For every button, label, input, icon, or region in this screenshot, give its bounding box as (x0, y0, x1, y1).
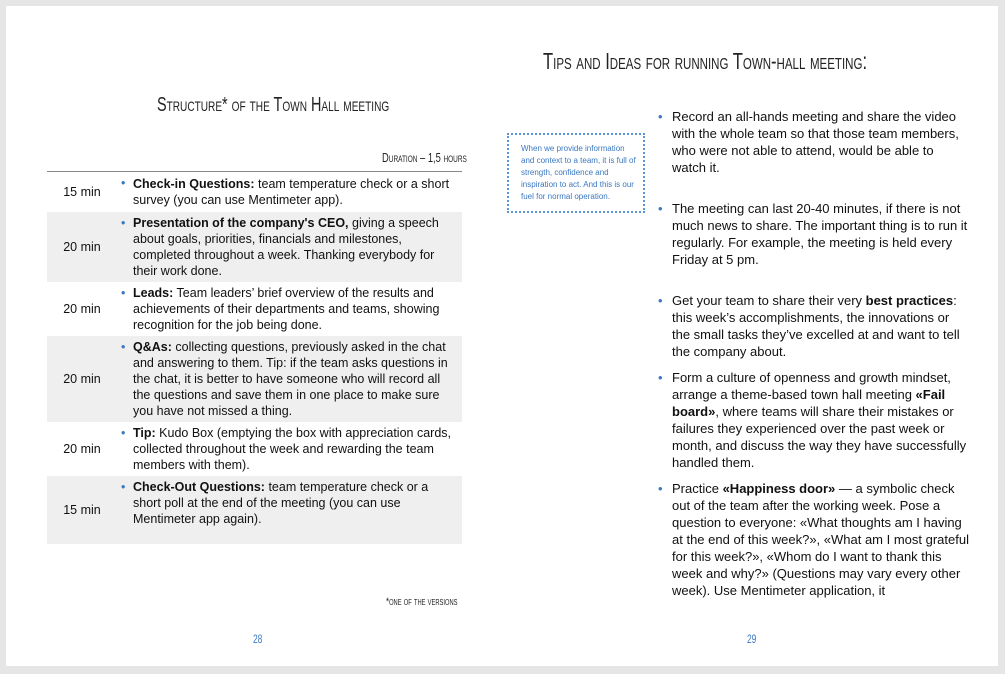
duration-label: Duration – 1,5 hours (382, 150, 467, 165)
list-item: • Form a culture of openness and growth mindset, arrange a theme-based town hall meeting «Fail board», where teams will share their mistakes or failures they experienced over the past week or month, and discuss the way they have successfully handled them. (660, 369, 970, 471)
list-item: • The meeting can last 20-40 minutes, if there is not much news to share. The important thing is to run it regularly. For example, the meeting is held every Friday at 5 pm. (660, 200, 970, 268)
row-description: • Leads: Team leaders’ brief overview of the results and achievements of their departments and teams, showing recognition for the job being done. (117, 282, 462, 336)
footnote: *one of the versions (386, 596, 458, 608)
row-time: 15 min (63, 184, 101, 199)
row-description: • Presentation of the company's CEO, giving a speech about goals, priorities, financials and milestones, completed throughout a week. Thanking everybody for their work done. (117, 212, 462, 282)
list-item: • Practice «Happiness door» — a symbolic check out of the team after the working week. Pose a question to everyone: «What thoughts am I having at the end of this week?», «What am I most grateful for this week?», «Whom do I want to thank this week and why?» (Questions may vary every other week). Use Mentimeter application, it (660, 480, 970, 599)
row-description: • Check-Out Questions: team temperature check or a short poll at the end of the meeting (you can use Mentimeter app again). (117, 476, 462, 544)
row-time: 20 min (47, 212, 117, 282)
table-row (47, 212, 462, 282)
row-time: 15 min (47, 476, 117, 544)
quote-box: When we provide information and context to a team, it is full of strength, confidence and inspiration to act. And this is our fuel for normal operation. (507, 133, 645, 213)
tips-title: Tips and Ideas for running Town-hall meeting: (543, 48, 868, 74)
table-row (47, 172, 462, 212)
table-row (47, 336, 462, 422)
tips-list (660, 108, 970, 599)
list-item: • Get your team to share their very best practices: this week’s accomplishments, the innovations or the small tasks they’ve excelled at and want to tell the company about. (660, 292, 970, 360)
page-number-left: 28 (253, 632, 263, 646)
list-item: • Record an all-hands meeting and share the video with the whole team so that those team members, who were not able to attend, would be able to watch it. (660, 108, 970, 176)
document-spread (6, 6, 998, 666)
row-time: 20 min (47, 336, 117, 422)
page-number-right: 29 (747, 632, 757, 646)
structure-title: Structure* of the Town Hall meeting (157, 94, 390, 116)
row-description: • Check-in Questions: team temperature check or a short survey (you can use Mentimeter app). (117, 172, 462, 212)
row-time: 20 min (63, 301, 101, 316)
table-row (47, 282, 462, 336)
table-row (47, 476, 462, 544)
row-description: • Q&As: collecting questions, previously asked in the chat and answering to them. Tip: if the team asks questions in the chat, it is better to have someone who will record all the questions and save them in one place to make sure you have not missed a thing. (117, 336, 462, 422)
row-description: • Tip: Kudo Box (emptying the box with appreciation cards, collected throughout the week and rewarding the team members with them). (117, 422, 462, 476)
meeting-structure-table (47, 171, 462, 544)
table-row (47, 422, 462, 476)
row-time: 20 min (63, 441, 101, 456)
